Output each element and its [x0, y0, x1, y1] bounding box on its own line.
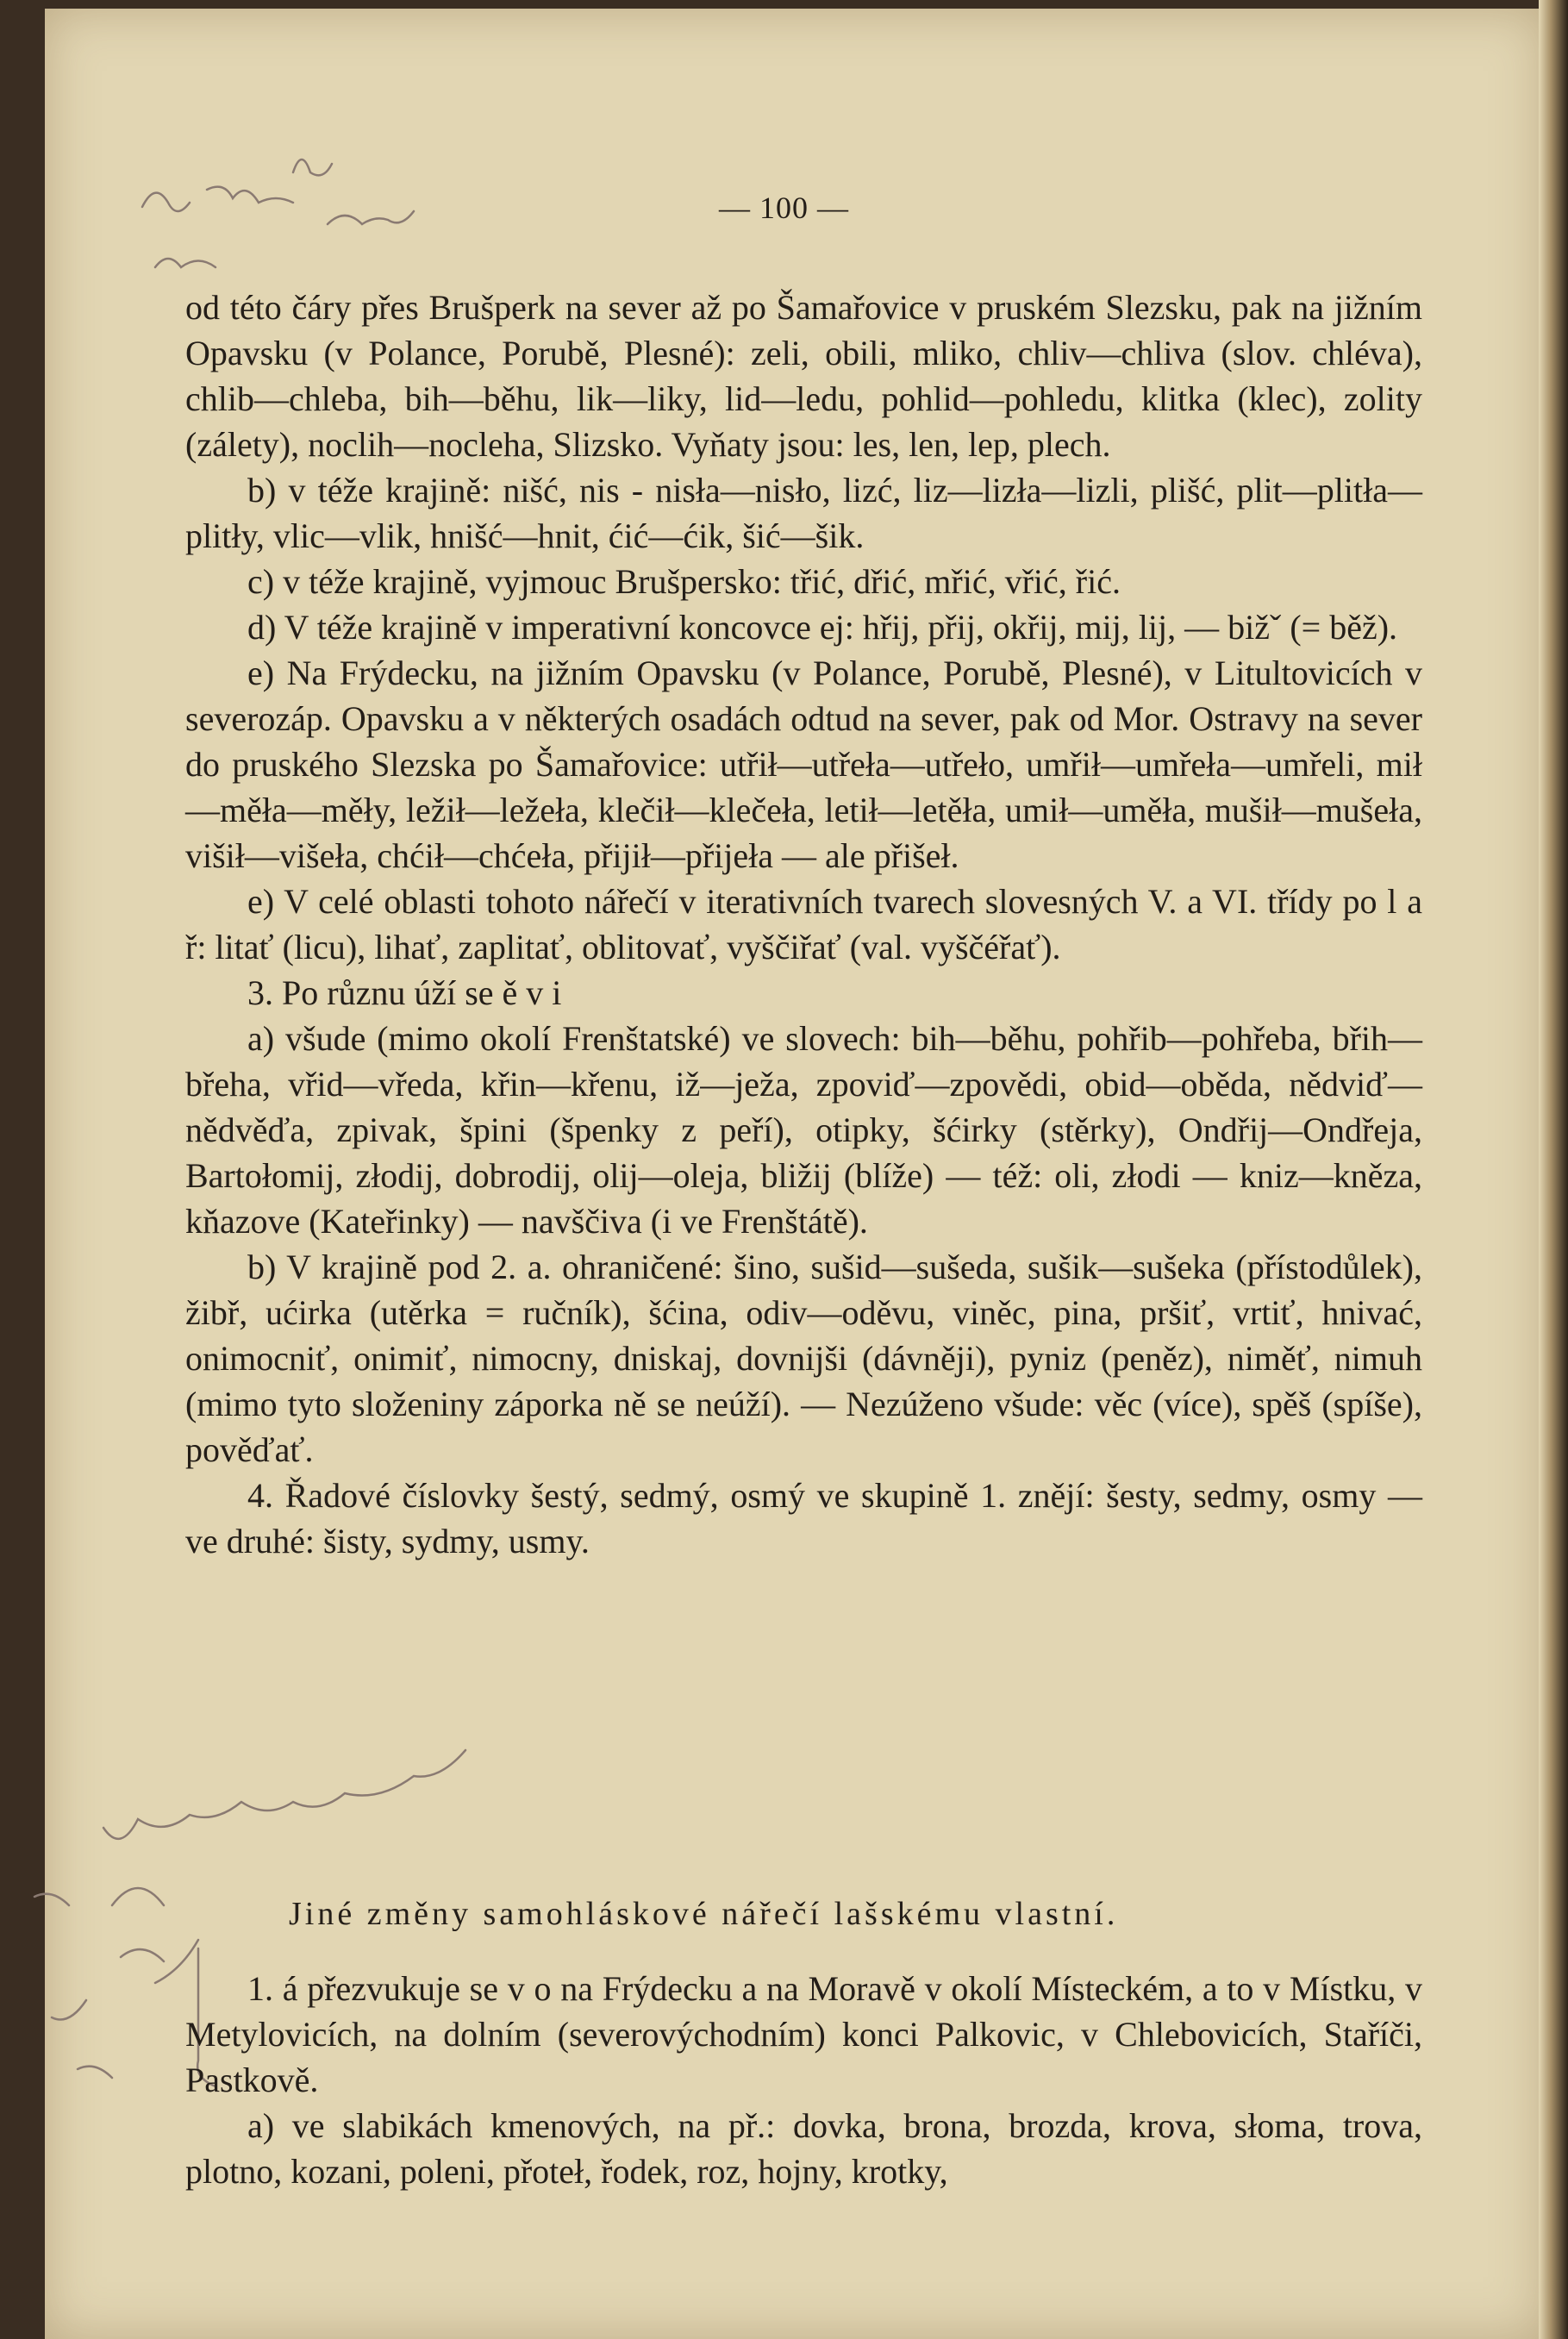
- paragraph: 4. Řadové číslovky šestý, sedmý, osmý ve skupině 1. znějí: šesty, sedmy, osmy — ve druhé: šisty, sydmy, usmy.: [185, 1476, 1422, 1560]
- paragraph: b) V krajině pod 2. a. ohraničené: šino, sušid—sušeda, sušik—sušeka (přístodůlek), žibř, ućirka (utěrka = ručník), šćina, odiv—oděvu, viněc, pina, pršiť, vrtiť, hnivać, onimocniť, onimiť, nimocny, dniskaj, dovnijši (dávněji), pyniz (peněz), niměť, nimuh (mimo tyto složeniny záporka ně se neúží). — Nezúženo všude: věc (více), spěš (spíše), pověďať.: [185, 1248, 1422, 1469]
- paragraph: 3. Po různu úží se ě v i: [247, 973, 562, 1012]
- paragraph: od této čáry přes Brušperk na sever až po Šamařovice v pruském Slezsku, pak na jižním Opavsku (v Polance, Porubě, Plesné): zeli, obili, mliko, chliv—chliva (slov. chléva), chlib—chleba, bih—běhu, lik—liky, lid—ledu, pohlid—pohledu, klitka (klec), zolity (zálety), noclih—nocleha, Slizsko. Vyňaty jsou: les, len, lep, plech.: [185, 288, 1422, 464]
- paragraph: e) Na Frýdecku, na jižním Opavsku (v Polance, Porubě, Plesné), v Litultovicích v severozáp. Opavsku a v některých osadách odtud na sever, pak od Mor. Ostravy na sever do pruského Slezska po Šamařovice: utřił—utřeła—utřeło, umřił—umřeła—umřeli, mił—měła—měły, ležił—ležeła, klečił—klečeła, letił—letěła, umił—uměła, mušił—mušeła, višił—višeła, chćił—chćeła, přijił—přijeła — ale přišeł.: [185, 654, 1422, 875]
- body-text-top: [185, 285, 1422, 1564]
- paragraph: b) v téže krajině: nišć, nis - nisła—nisło, lizć, liz—lizła—lizli, plišć, plit—plitła—plitły, vlic—vlik, hnišć—hnit, ćić—ćik, šić—šik.: [185, 471, 1422, 555]
- paragraph: a) všude (mimo okolí Frenštatské) ve slovech: bih—běhu, pohřib—pohřeba, břih—břeha, vřid—vředa, křin—křenu, iž—ježa, zpoviď—zpovědi, obid—oběda, nědviď—nědvěďa, zpivak, špini (špenky z peří), otipky, šćirky (stěrky), Ondřij—Ondřeja, Bartołomij, złodij, dobrodij, olij—oleja, bližij (blíže) — též: oli, złodi — kniz—kněza, kňazove (Kateřinky) — navščiva (i ve Frenštátě).: [185, 1019, 1422, 1241]
- paragraph: a) ve slabikách kmenových, na př.: dovka, brona, brozda, krova, słoma, trova, plotno, kozani, poleni, přoteł, řodek, roz, hojny, krotky,: [185, 2106, 1422, 2191]
- section-heading: Jiné změny samohláskové nářečí lašskému vlastní.: [289, 1896, 1119, 1932]
- paragraph: e) V celé oblasti tohoto nářečí v iterativních tvarech slovesných V. a VI. třídy po l a ř: litať (licu), lihať, zaplitať, oblitovať, vyščiřať (val. vyščéřať).: [185, 882, 1422, 966]
- body-text-bottom: [185, 1966, 1422, 2194]
- paragraph: c) v téže krajině, vyjmouc Brušpersko: třić, dřić, mřić, vřić, řić.: [247, 562, 1121, 601]
- paragraph: d) V téže krajině v imperativní koncovce ej: hřij, přij, okřij, mij, lij, — bižˇ (= běž).: [247, 608, 1398, 647]
- paragraph: 1. á přezvukuje se v o na Frýdecku a na Moravě v okolí Místeckém, a to v Místku, v Metylovicích, na dolním (severovýchodním) konci Palkovic, v Chlebovicích, Staříči, Pastkově.: [185, 1969, 1422, 2099]
- book-spine: [1539, 0, 1568, 2339]
- page-number: — 100 —: [719, 191, 849, 225]
